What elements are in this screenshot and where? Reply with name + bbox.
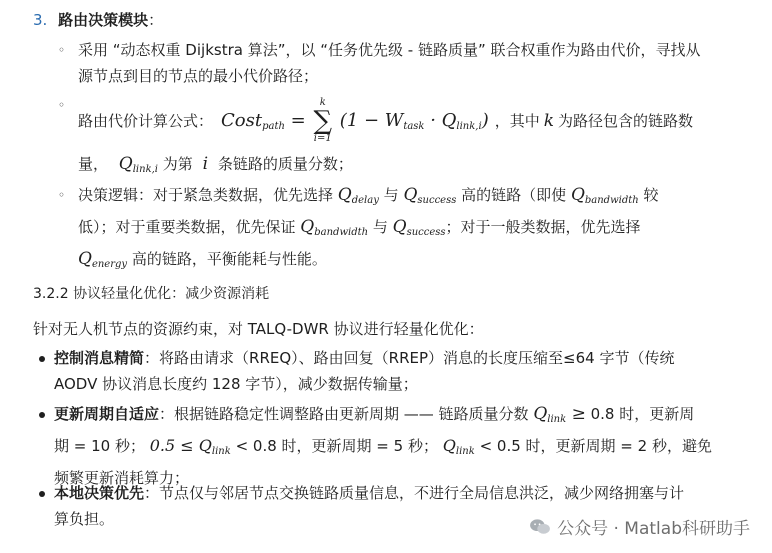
bullet <box>39 412 45 418</box>
hollow-bullet: ◦ <box>58 188 66 202</box>
sigma-symbol: ∑ <box>313 106 333 136</box>
formula-line: 路由代价计算公式： Cost$_{path}$ = k ∑ i=1 $(1 - W_{task} \cdot Q_{link,i})$ ，其中 k 为路径包含的链路数 <box>78 97 694 144</box>
section-title: 路由决策模块 <box>58 11 149 29</box>
subsection-title: 3.2.2 协议轻量化优化：减少资源消耗 <box>33 286 270 302</box>
list-item: 本地决策优先：节点仅与邻居节点交换链路质量信息，不进行全局信息洪泛，减少网络拥塞与计 算负担。 <box>54 484 685 528</box>
formula-line-2: 量， $Q_{link,i}$ 为第 i 条链路的质量分数； <box>78 154 353 175</box>
bullet <box>39 491 45 497</box>
watermark: 公众号 · Matlab科研助手 <box>529 514 750 539</box>
summation: k ∑ i=1 <box>313 97 333 144</box>
section-number: 3. <box>33 11 48 29</box>
list-item: 决策逻辑：对于紧急类数据，优先选择 $Q_{delay}$ 与 $Q_{success}$ 高的链路（即使 $Q_{bandwidth}$ 较 低）；对于重要类数据，优先保证 $Q_{bandwidth}$ 与 $Q_{success}$；对于一般类数据，优先选择 $Q_{energy}$ 高的链路，平衡能耗与性能。 <box>78 185 659 270</box>
list-item: 采用 “动态权重 Dijkstra 算法”，以 “任务优先级 - 链路质量” 联合权重作为路由代价，寻找从 源节点到目的节点的最小代价路径； <box>78 41 701 85</box>
bullet <box>39 356 45 362</box>
wechat-icon <box>529 518 551 536</box>
hollow-bullet: ◦ <box>58 98 66 112</box>
list-item <box>78 93 693 183</box>
intro-paragraph: 针对无人机节点的资源约束，对 TALQ-DWR 协议进行轻量化优化： <box>33 320 484 338</box>
list-item: 控制消息精简：将路由请求（RREQ）、路由回复（RREP）消息的长度压缩至≤64 字节（传统 AODV 协议消息长度约 128 字节），减少数据传输量； <box>54 349 675 393</box>
hollow-bullet: ◦ <box>58 43 66 57</box>
section-3-heading: 3. 路由决策模块： <box>33 11 164 29</box>
cost-formula: Cost$_{path}$ = k ∑ i=1 $(1 - W_{task} \cdot Q_{link,i})$ <box>221 97 489 144</box>
list-item: 更新周期自适应：根据链路稳定性调整路由更新周期 —— 链路质量分数 $Q_{link} \ge 0.8$ 时，更新周 期 = 10 秒； $0.5 \le Q_{link} < 0.8$ 时，更新周期 = 5 秒； $Q_{link} < 0.5$ 时，更新周期 = 2 秒，避免 频繁更新消耗算力； <box>54 404 712 487</box>
